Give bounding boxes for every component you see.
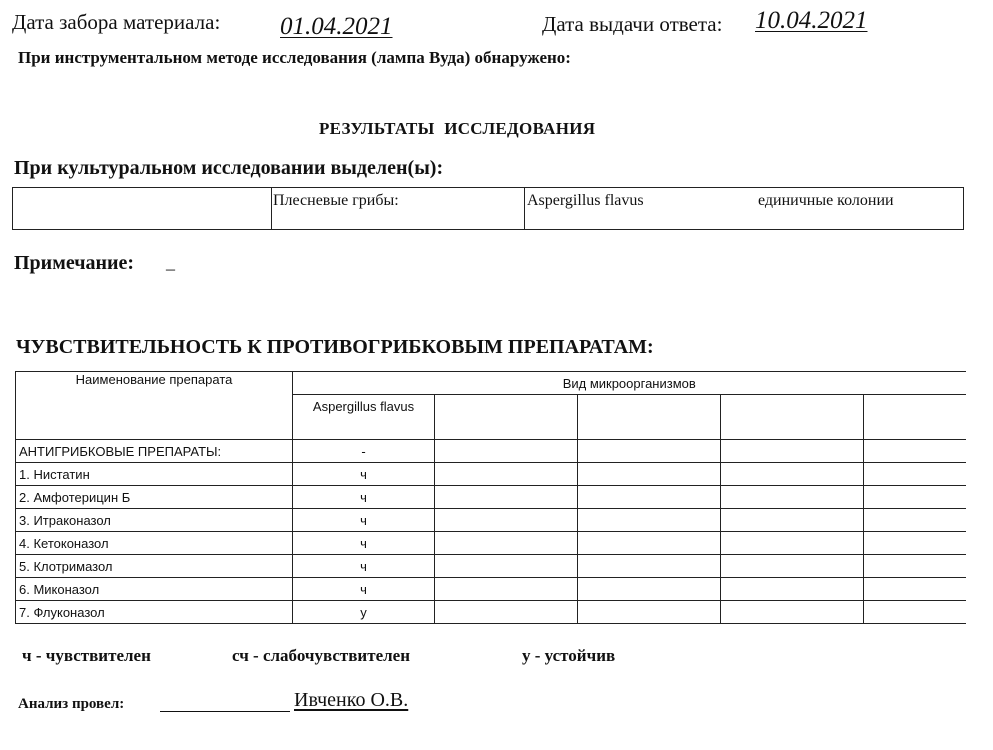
table-row (16, 509, 966, 532)
drug-name: 4. Кетоконазол (16, 532, 293, 555)
drug-result: - (293, 440, 435, 463)
drug-name: 6. Миконазол (16, 578, 293, 601)
issue-date-label: Дата выдачи ответа: (542, 12, 723, 36)
drug-name: 3. Итраконазол (16, 509, 293, 532)
collection-date-value: 01.04.2021 (280, 13, 393, 40)
table-row (16, 601, 966, 624)
analyst-label: Анализ провел: (18, 696, 125, 712)
collection-date-label: Дата забора материала: (12, 10, 221, 34)
analyst-name: Ивченко О.В. (294, 689, 409, 711)
table-row (16, 555, 966, 578)
species-col-3 (578, 395, 721, 440)
col-drug-header: Наименование препарата (16, 372, 293, 440)
table-row (16, 532, 966, 555)
legend-resistant: у - устойчив (522, 646, 616, 665)
table-row (16, 463, 966, 486)
culture-organism: Aspergillus flavus (527, 192, 644, 209)
culture-label: При культуральном исследовании выделен(ы): (14, 157, 444, 179)
species-col-4 (721, 395, 864, 440)
col-species-header: Вид микроорганизмов (293, 372, 966, 395)
culture-divider (524, 188, 525, 229)
drug-name: 5. Клотримазол (16, 555, 293, 578)
drug-name: 2. Амфотерицин Б (16, 486, 293, 509)
signature-line (160, 695, 290, 712)
drug-result: ч (293, 463, 435, 486)
results-title: РЕЗУЛЬТАТЫ ИССЛЕДОВАНИЯ (319, 119, 596, 138)
drug-name: 7. Флуконазол (16, 601, 293, 624)
drug-name: 1. Нистатин (16, 463, 293, 486)
culture-divider (271, 188, 272, 229)
species-col-2 (435, 395, 578, 440)
table-row (16, 486, 966, 509)
legend-weak: сч - слабочувствителен (232, 646, 410, 665)
drug-result: ч (293, 532, 435, 555)
wood-lamp-text: При инструментальном методе исследования (лампа Вуда) обнаружено: (18, 48, 571, 67)
drug-result: ч (293, 486, 435, 509)
drug-name: АНТИГРИБКОВЫЕ ПРЕПАРАТЫ: (16, 440, 293, 463)
species-col-1: Aspergillus flavus (293, 395, 435, 440)
sensitivity-title: ЧУВСТВИТЕЛЬНОСТЬ К ПРОТИВОГРИБКОВЫМ ПРЕПАРАТАМ: (16, 336, 654, 358)
table-row (16, 578, 966, 601)
sensitivity-table (15, 371, 966, 624)
table-row (16, 440, 966, 463)
drug-result: ч (293, 509, 435, 532)
issue-date-value: 10.04.2021 (755, 7, 868, 34)
note-value: _ (166, 252, 175, 272)
note-label: Примечание: (14, 252, 135, 274)
drug-result: у (293, 601, 435, 624)
drug-result: ч (293, 578, 435, 601)
legend-sensitive: ч - чувствителен (22, 646, 151, 665)
culture-group: Плесневые грибы: (273, 192, 399, 209)
culture-amount: единичные колонии (758, 192, 894, 209)
drug-result: ч (293, 555, 435, 578)
culture-table (12, 187, 964, 230)
species-col-5 (864, 395, 966, 440)
